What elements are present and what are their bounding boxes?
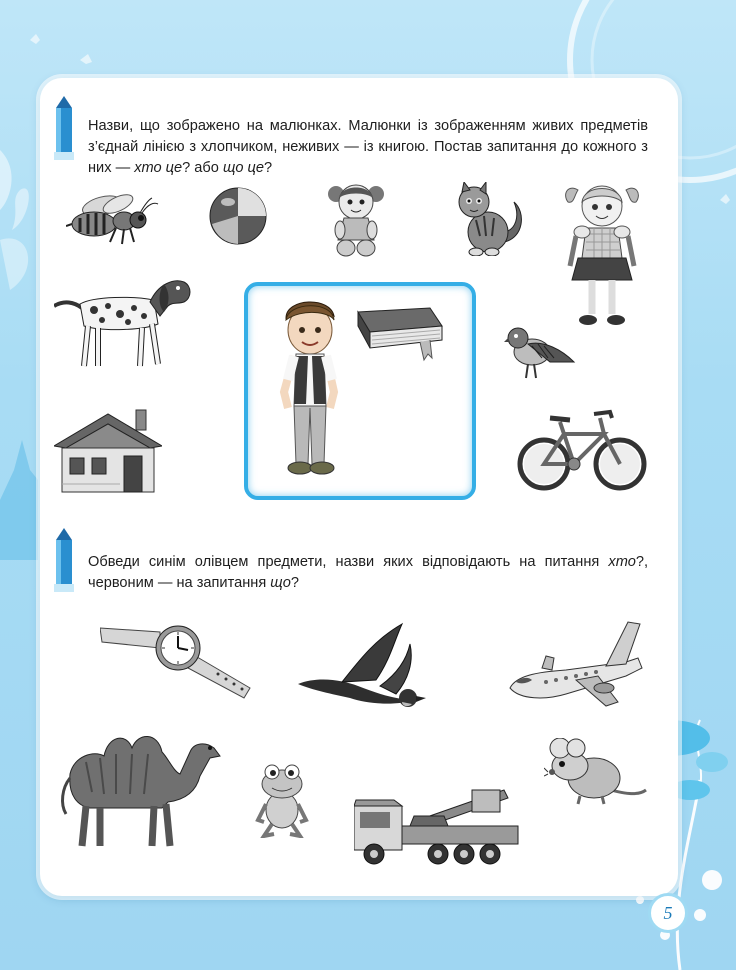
cat-icon[interactable] <box>454 182 526 256</box>
pencil-marker-icon <box>52 528 76 592</box>
page-number: 5 <box>648 893 688 933</box>
sparrow-icon[interactable] <box>504 322 576 382</box>
mouse-icon[interactable] <box>544 738 648 808</box>
swallow-icon[interactable] <box>298 622 428 708</box>
bee-icon[interactable] <box>66 194 160 246</box>
boy-icon[interactable] <box>272 296 348 476</box>
doll-icon[interactable] <box>326 180 386 258</box>
bicycle-icon[interactable] <box>516 398 648 494</box>
task-2-instruction: Обведи синім олівцем предмети, назви яких відповідають на питання хто?, червоним — на запитання що? <box>88 554 648 591</box>
dog-icon[interactable] <box>54 276 194 372</box>
watch-icon[interactable] <box>100 618 256 702</box>
frog-icon[interactable] <box>254 760 310 838</box>
airplane-icon[interactable] <box>506 618 650 710</box>
task-1-instruction: Назви, що зображено на малюнках. Малюнки із зображенням живих предметів з’єднай лінією з хлопчиком, неживих — із книгою. Постав запитання до кожного з них — хто це? або що це? <box>88 118 648 176</box>
pencil-marker-icon <box>52 96 76 160</box>
crane-truck-icon[interactable] <box>354 766 522 868</box>
house-icon[interactable] <box>54 404 162 496</box>
camel-icon[interactable] <box>50 718 222 850</box>
ball-icon[interactable] <box>208 186 268 246</box>
book-icon[interactable] <box>350 304 446 362</box>
girl-icon[interactable] <box>562 180 642 330</box>
